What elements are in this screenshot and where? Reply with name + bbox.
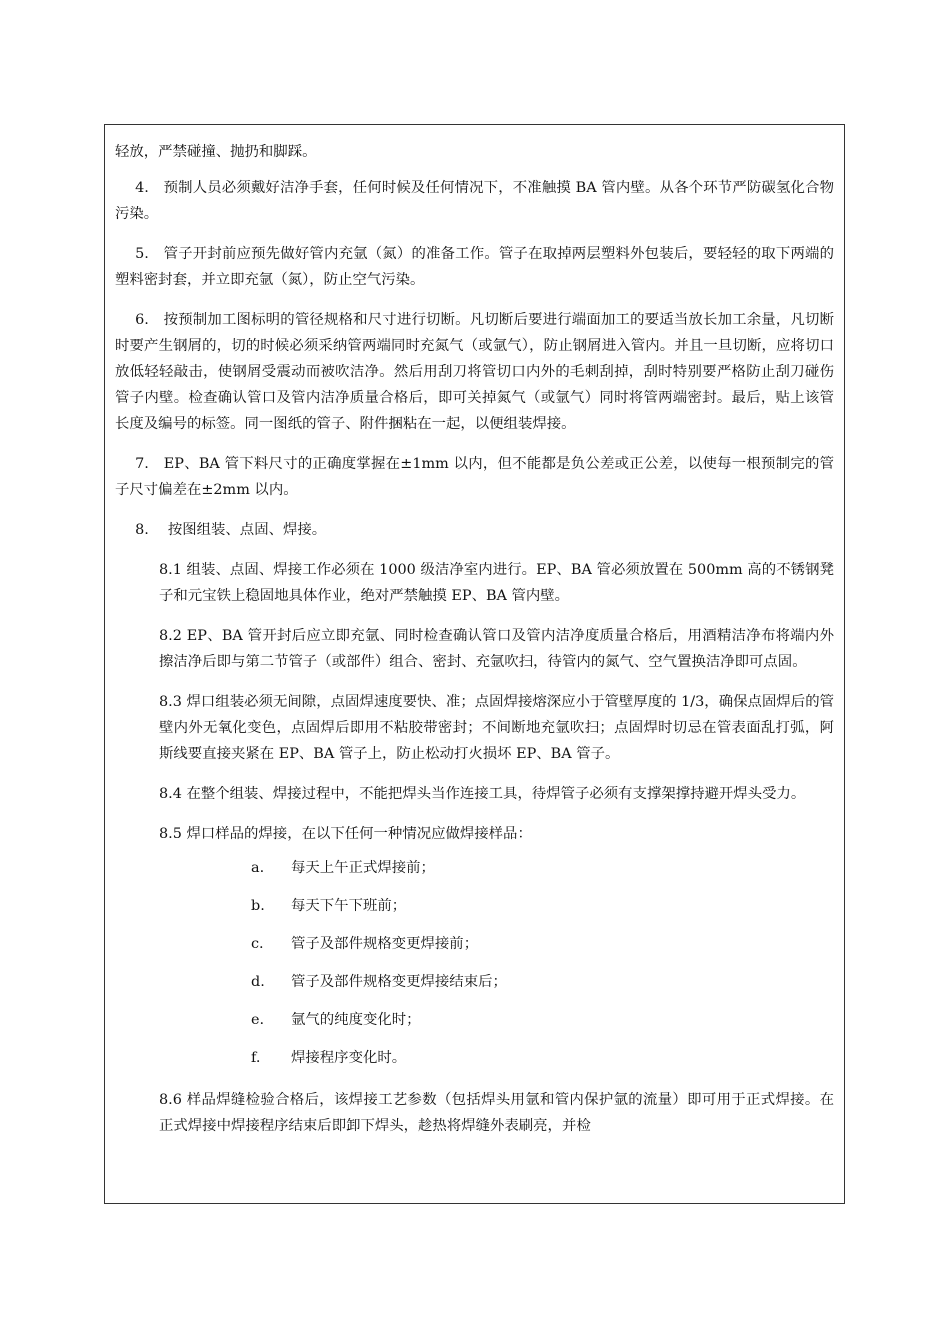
paragraph-8-6: 8.6 样品焊缝检验合格后，该焊接工艺参数（包括焊头用氩和管内保护氩的流量）即可用于正式焊接。在正式焊接中焊接程序结束后即卸下焊头，趁热将焊缝外表刷亮，并检 [159,1092,834,1134]
list-text: 氩气的纯度变化时； [291,1012,421,1028]
list-text: 每天下午下班前； [291,898,407,914]
paragraph-8-4: 8.4 在整个组装、焊接过程中，不能把焊头当作连接工具，待焊管子必须有支撑架撑持避开焊头受力。 [159,786,806,802]
document-frame [104,124,845,1204]
paragraph-6: 6. 按预制加工图标明的管径规格和尺寸进行切断。凡切断后要进行端面加工的要适当放长加工余量，凡切断时要产生钢屑的，切的时候必须采纳管两端同时充氮气（或氩气），防止钢屑进入管内。并且一旦切断，应将切口放低轻轻敲击，使钢屑受震动而被吹洁净。然后用刮刀将管切口内外的毛刺刮掉，刮时特别要严格防止刮刀碰伤管子内壁。检查确认管口及管内洁净质量合格后，即可关掉氮气（或氩气）同时将管两端密封。最后，贴上该管长度及编号的标签。同一图纸的管子、附件捆粘在一起，以便组装焊接。 [115,312,834,432]
paragraph-4: 4. 预制人员必须戴好洁净手套，任何时候及任何情况下，不准触摸 BA 管内壁。从各个环节严防碳氢化合物污染。 [115,180,834,222]
paragraph-8-1: 8.1 组装、点固、焊接工作必须在 1000 级洁净室内进行。EP、BA 管必须放置在 500mm 高的不锈钢凳子和元宝铁上稳固地具体作业，绝对严禁触摸 EP、BA 管内壁。 [159,562,834,604]
sample-conditions-list [115,855,834,1083]
list-item [115,893,834,931]
paragraph-8-2: 8.2 EP、BA 管开封后应立即充氩、同时检查确认管口及管内洁净度质量合格后，用酒精洁净布将端内外擦洁净后即与第二节管子（或部件）组合、密封、充氩吹扫，待管内的氮气、空气置换洁净即可点固。 [159,628,834,670]
list-marker: d. [251,974,265,990]
list-item [115,855,834,893]
paragraph-continued: 轻放，严禁碰撞、抛扔和脚踩。 [115,144,317,160]
list-marker: e. [251,1012,265,1028]
paragraph-5: 5. 管子开封前应预先做好管内充氩（氮）的准备工作。管子在取掉两层塑料外包装后，要轻轻的取下两端的塑料密封套，并立即充氩（氮），防止空气污染。 [115,246,834,288]
document-body [115,139,834,1153]
paragraph-8-3: 8.3 焊口组装必须无间隙，点固焊速度要快、准；点固焊接熔深应小于管壁厚度的 1/3，确保点固焊后的管壁内外无氧化变色，点固焊后即用不粘胶带密封；不间断地充氩吹扫；点固焊时切忌在管表面乱打弧，阿斯线要直接夹紧在 EP、BA 管子上，防止松动打火损坏 EP、BA 管子。 [159,694,834,762]
list-marker: b. [251,898,265,914]
list-marker: f. [251,1050,261,1066]
list-text: 管子及部件规格变更焊接结束后； [291,974,507,990]
list-text: 焊接程序变化时。 [291,1050,407,1066]
list-item [115,969,834,1007]
paragraph-8-5: 8.5 焊口样品的焊接，在以下任何一种情况应做焊接样品： [159,826,532,842]
paragraph-7: 7. EP、BA 管下料尺寸的正确度掌握在±1mm 以内，但不能都是负公差或正公差，以使每一根预制完的管子尺寸偏差在±2mm 以内。 [115,456,834,498]
list-text: 每天上午正式焊接前； [291,860,435,876]
list-marker: a. [251,860,265,876]
list-marker: c. [251,936,264,952]
list-item [115,931,834,969]
paragraph-8: 8. 按图组装、点固、焊接。 [135,522,327,538]
list-item [115,1007,834,1045]
list-text: 管子及部件规格变更焊接前； [291,936,479,952]
list-item [115,1045,834,1083]
